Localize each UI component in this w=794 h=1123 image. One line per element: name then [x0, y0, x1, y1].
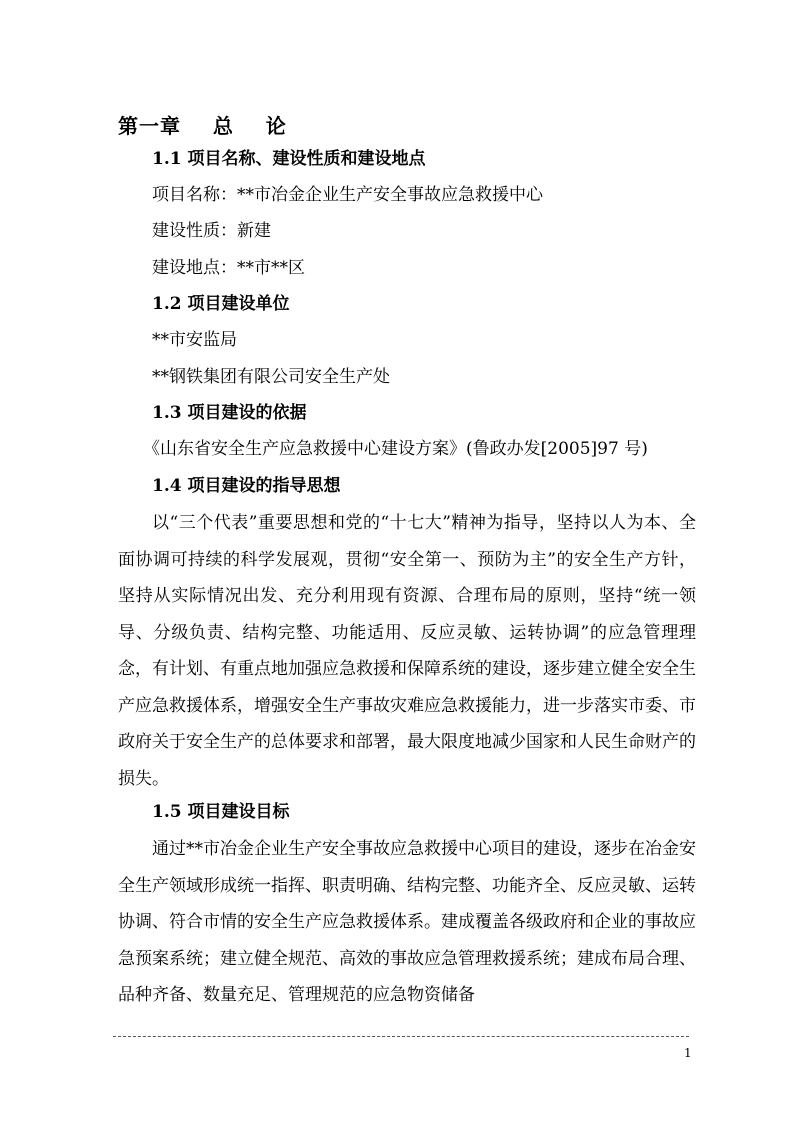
- project-name-line: 项目名称：**市冶金企业生产安全事故应急救援中心: [152, 185, 543, 205]
- section-heading-1-4: 1.4 项目建设的指导思想: [152, 476, 341, 496]
- section-heading-1-3: 1.3 项目建设的依据: [152, 403, 307, 423]
- unit-line-1: **市安监局: [152, 330, 237, 350]
- page-number: 1: [684, 1046, 692, 1060]
- section-heading-1-1: 1.1 项目名称、建设性质和建设地点: [152, 149, 426, 169]
- section-heading-1-5: 1.5 项目建设目标: [152, 802, 290, 822]
- section-heading-1-2: 1.2 项目建设单位: [152, 294, 290, 314]
- guiding-ideology-paragraph: 以“三个代表”重要思想和党的“十七大”精神为指导，坚持以人为本、全面协调可持续的科学发展观，贯彻“安全第一、预防为主”的安全生产方针，坚持从实际情况出发、充分利用现有资源、合理布局的原则，坚持“统一领导、分级负责、结构完整、功能适用、反应灵敏、运转协调”的应急管理理念，有计划、有重点地加强应急救援和保障系统的建设，逐步建立健全安全生产应急救援体系，增强安全生产事故灾难应急救援能力，进一步落实市委、市政府关于安全生产的总体要求和部署，最大限度地减少国家和人民生命财产的损失。: [118, 513, 696, 789]
- unit-line-2: **钢铁集团有限公司安全生产处: [152, 367, 390, 387]
- construction-location-line: 建设地点：**市**区: [152, 258, 305, 278]
- construction-nature-line: 建设性质：新建: [152, 221, 271, 241]
- basis-line: 《山东省安全生产应急救援中心建设方案》(鲁政办发[2005]97 号): [143, 439, 648, 459]
- chapter-title: 第一章 总 论: [118, 114, 287, 138]
- footer-divider: [113, 1036, 689, 1037]
- construction-goal-paragraph: 通过**市冶金企业生产安全事故应急救援中心项目的建设，逐步在冶金安全生产领域形成统一指挥、职责明确、结构完整、功能齐全、反应灵敏、运转协调、符合市情的安全生产应急救援体系。建成覆盖各级政府和企业的事故应急预案系统；建立健全规范、高效的事故应急管理救援系统；建成布局合理、品种齐备、数量充足、管理规范的应急物资储备: [118, 839, 696, 1005]
